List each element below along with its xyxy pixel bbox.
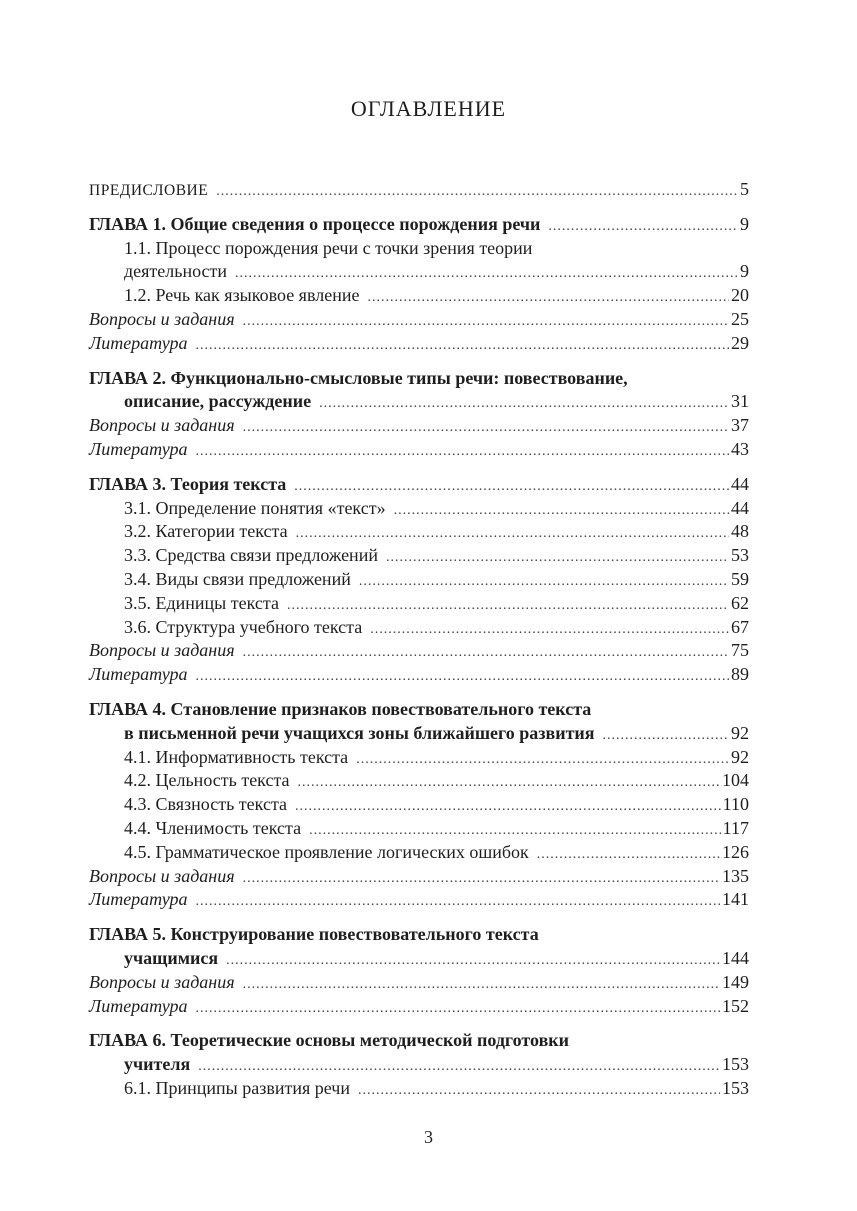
toc-entry-page: 53 [731, 545, 749, 566]
toc-section-3-2 [89, 520, 749, 544]
toc-entry-page: 152 [722, 995, 749, 1016]
toc-entry-title: 3.2. Категории текста [124, 521, 288, 542]
toc-questions-3 [89, 639, 749, 663]
dot-leader [243, 416, 729, 440]
dot-leader [195, 334, 729, 358]
toc-entry-page: 92 [731, 746, 749, 767]
dot-leader [294, 475, 729, 499]
toc-entry-title: Вопросы и задания [89, 308, 235, 329]
dot-leader [367, 286, 729, 310]
toc-entry-title: в письменной речи учащихся зоны ближайшего развития [124, 722, 595, 743]
toc-section-4-2 [89, 769, 749, 793]
toc-entry-page: 31 [731, 391, 749, 412]
toc-entry-title: Литература [89, 332, 188, 353]
toc-entry-title: 1.2. Речь как языковое явление [124, 285, 360, 306]
toc-section-4-3 [89, 793, 749, 817]
toc-section-4-4 [89, 817, 749, 841]
toc-entry-page: 25 [731, 308, 749, 329]
dot-leader [216, 180, 738, 204]
toc-entry-page: 92 [731, 722, 749, 743]
toc-entry-title: ГЛАВА 1. Общие сведения о процессе порождения речи [89, 213, 541, 234]
dot-leader [603, 724, 729, 748]
toc-entry-page: 44 [731, 497, 749, 518]
page-number: 3 [424, 1127, 433, 1147]
toc-section-1-1 [89, 260, 749, 284]
toc-section-3-5 [89, 592, 749, 616]
toc-section-3-6 [89, 616, 749, 640]
toc-entry-title: 3.5. Единицы текста [124, 592, 279, 613]
toc-section-1-2 [89, 284, 749, 308]
toc-entry-page: 9 [740, 261, 749, 282]
dot-leader [295, 795, 721, 819]
toc-section-3-1 [89, 497, 749, 521]
toc-entry-page: 89 [731, 664, 749, 685]
toc-entry-title: 3.1. Определение понятия «текст» [124, 497, 386, 518]
toc-questions-4 [89, 865, 749, 889]
toc-entry-title: Вопросы и задания [89, 415, 235, 436]
dot-leader [319, 392, 729, 416]
dot-leader [548, 215, 738, 239]
dot-leader [356, 748, 729, 772]
dot-leader [537, 843, 720, 867]
toc-section-1-1-line1: 1.1. Процесс порождения речи с точки зрения теории [124, 237, 533, 258]
toc-section-4-1 [89, 746, 749, 770]
toc-entry-page: 67 [731, 616, 749, 637]
toc-entry-page: 5 [740, 179, 749, 199]
dot-leader [394, 499, 729, 523]
toc-entry-title: учителя [124, 1054, 191, 1075]
dot-leader [296, 522, 729, 546]
dot-leader [195, 997, 720, 1021]
toc-entry-page: 44 [731, 473, 749, 494]
toc-entry-title: 4.3. Связность текста [124, 794, 288, 815]
toc-entry-preface [89, 178, 749, 202]
toc-literature-3 [89, 663, 749, 687]
toc-entry-page: 117 [722, 817, 749, 838]
dot-leader [243, 973, 720, 997]
toc-entry-page: 75 [731, 640, 749, 661]
toc-literature-2 [89, 438, 749, 462]
toc-chapter-5-line1: ГЛАВА 5. Конструирование повествовательного текста [89, 924, 539, 945]
dot-leader [386, 546, 729, 570]
toc-chapter-3 [89, 473, 749, 497]
dot-leader [195, 440, 729, 464]
toc-entry-title: 3.6. Структура учебного текста [124, 616, 363, 637]
toc-entry-page: 48 [731, 521, 749, 542]
toc-entry-title: ПРЕДИСЛОВИЕ [89, 182, 209, 199]
toc-entry-title: 4.4. Членимость текста [124, 817, 302, 838]
toc-entry-page: 141 [722, 889, 749, 910]
dot-leader [226, 949, 720, 973]
dot-leader [243, 310, 729, 334]
dot-leader [358, 1079, 720, 1103]
toc-literature-1 [89, 332, 749, 356]
dot-leader [198, 1055, 720, 1079]
toc-entry-page: 153 [722, 1077, 749, 1098]
toc-entry-page: 29 [731, 332, 749, 353]
toc-chapter-5 [89, 947, 749, 971]
toc-chapter-6-line1: ГЛАВА 6. Теоретические основы методической подготовки [89, 1030, 570, 1051]
toc-entry-title: 3.4. Виды связи предложений [124, 568, 351, 589]
toc-literature-4 [89, 888, 749, 912]
toc-entry-title: 4.5. Грамматическое проявление логических ошибок [124, 841, 529, 862]
toc-entry-title: Вопросы и задания [89, 865, 235, 886]
toc-section-3-4 [89, 568, 749, 592]
toc-entry-page: 62 [731, 592, 749, 613]
dot-leader [359, 570, 729, 594]
toc-entry-title: ГЛАВА 3. Теория текста [89, 473, 287, 494]
dot-leader [195, 665, 729, 689]
toc-entry-title: Литература [89, 664, 188, 685]
table-of-contents [89, 178, 749, 1101]
toc-literature-5 [89, 995, 749, 1019]
toc-section-6-1 [89, 1077, 749, 1101]
toc-chapter-4 [89, 722, 749, 746]
dot-leader [243, 641, 729, 665]
toc-entry-title: Литература [89, 889, 188, 910]
toc-entry-page: 110 [722, 794, 749, 815]
toc-entry-title: учащимися [124, 947, 219, 968]
dot-leader [287, 594, 729, 618]
toc-section-3-3 [89, 544, 749, 568]
toc-entry-page: 59 [731, 568, 749, 589]
toc-entry-title: описание, рассуждение [124, 391, 312, 412]
toc-entry-title: деятельности [124, 261, 228, 282]
toc-entry-title: Вопросы и задания [89, 971, 235, 992]
toc-entry-page: 43 [731, 438, 749, 459]
toc-chapter-2 [89, 390, 749, 414]
toc-entry-title: 3.3. Средства связи предложений [124, 545, 378, 566]
toc-entry-page: 37 [731, 415, 749, 436]
toc-entry-page: 20 [731, 285, 749, 306]
toc-entry-title: Вопросы и задания [89, 640, 235, 661]
toc-chapter-6 [89, 1053, 749, 1077]
toc-entry-title: Литература [89, 438, 188, 459]
toc-entry-page: 135 [722, 865, 749, 886]
toc-entry-page: 149 [722, 971, 749, 992]
toc-chapter-1 [89, 213, 749, 237]
toc-entry-page: 9 [740, 213, 749, 234]
toc-entry-title: 6.1. Принципы развития речи [124, 1077, 350, 1098]
dot-leader [309, 819, 721, 843]
toc-chapter-4-line1: ГЛАВА 4. Становление признаков повествовательного текста [89, 698, 592, 719]
dot-leader [195, 890, 720, 914]
toc-chapter-2-line1: ГЛАВА 2. Функционально-смысловые типы речи: повествование, [89, 367, 628, 388]
toc-entry-page: 144 [722, 947, 749, 968]
dot-leader [235, 262, 738, 286]
toc-entry-title: 4.2. Цельность текста [124, 770, 290, 791]
page-title: ОГЛАВЛЕНИЕ [350, 96, 507, 121]
toc-questions-1 [89, 308, 749, 332]
toc-questions-2 [89, 414, 749, 438]
toc-entry-page: 104 [722, 770, 749, 791]
toc-entry-page: 126 [722, 841, 749, 862]
dot-leader [243, 867, 720, 891]
toc-entry-page: 153 [722, 1054, 749, 1075]
toc-entry-title: 4.1. Информативность текста [124, 746, 349, 767]
dot-leader [298, 771, 720, 795]
dot-leader [370, 618, 729, 642]
toc-section-4-5 [89, 841, 749, 865]
toc-questions-5 [89, 971, 749, 995]
toc-entry-title: Литература [89, 995, 188, 1016]
